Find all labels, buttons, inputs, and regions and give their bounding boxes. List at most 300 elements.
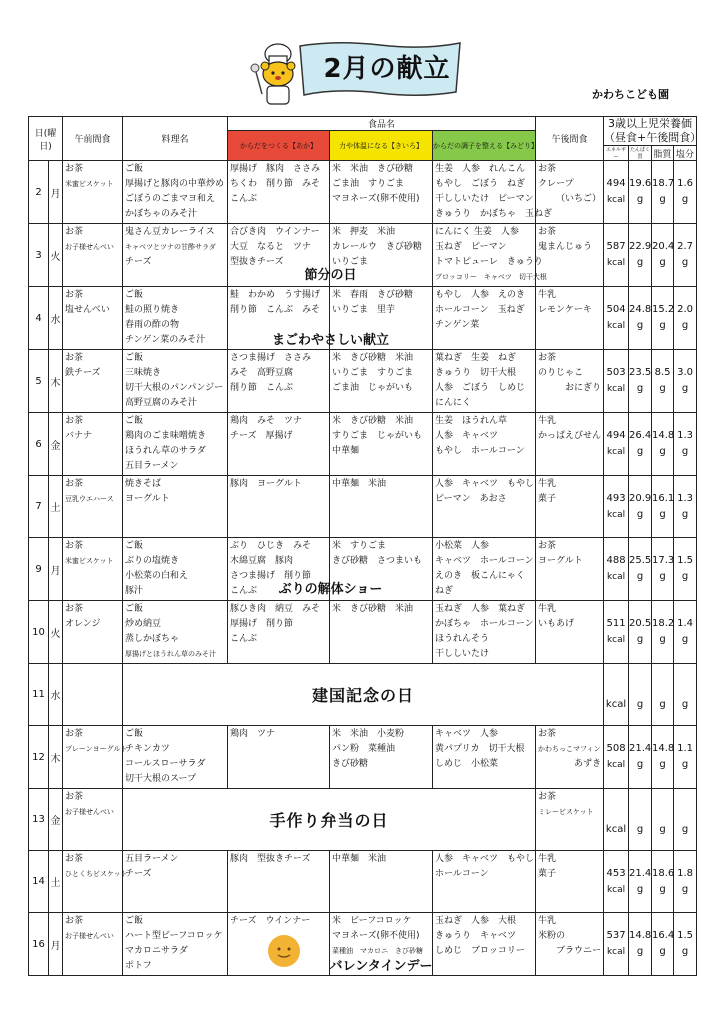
am-snack-cell — [63, 913, 123, 976]
fat-number: 18.2 — [652, 618, 675, 629]
green-line: きゅうり 切干大根 — [435, 368, 517, 378]
green-line: 玉ねぎ 人参 葉ねぎ — [435, 604, 526, 614]
am-snack-cell — [63, 851, 128, 913]
fat-unit: g — [659, 383, 666, 394]
nutrition-unit: g — [674, 664, 697, 726]
dish-line: マカロニサラダ — [125, 946, 188, 956]
dish-line: 鮭の照り焼き — [125, 305, 180, 315]
day-of-week: 火 — [49, 224, 63, 287]
yellow-line: マヨネーズ(卵不使用) — [332, 194, 420, 204]
fat-value — [652, 476, 674, 538]
dish-line: ポトフ — [125, 961, 152, 971]
yellow-foods-cell — [330, 601, 433, 664]
am-snack-cell — [63, 476, 123, 538]
salt-unit: g — [681, 634, 689, 645]
green-foods-cell — [433, 476, 536, 538]
dish-cell — [123, 413, 228, 476]
dish-cell — [123, 350, 228, 413]
dish-line: チキンカツ — [125, 744, 170, 754]
event-note: 節分の日 — [304, 268, 357, 283]
energy-unit: kcal — [606, 195, 626, 205]
am-line: お茶 — [65, 290, 84, 300]
green-line: にんにく — [435, 398, 472, 408]
dish-cell — [123, 224, 228, 287]
green-line: もやし ごぼう ねぎ — [435, 179, 526, 189]
day-of-week: 水 — [49, 664, 63, 726]
am-snack-cell — [63, 413, 123, 476]
dish-line: 切干大根のパンパンジー — [125, 383, 224, 393]
green-line: 人参 キャベツ — [435, 431, 499, 441]
dish-line: かぼちゃのみそ汁 — [125, 209, 198, 219]
yellow-foods-cell — [330, 413, 433, 476]
yellow-line: 米 ビーフコロッケ — [332, 916, 412, 926]
yellow-line: カレールウ きび砂糖 — [332, 242, 422, 252]
yellow-line: 中華麺 米油 — [332, 854, 387, 864]
menu-row — [29, 789, 697, 851]
am-line: バナナ — [65, 431, 93, 441]
pm-line: レモンケーキ — [538, 305, 592, 315]
protein-unit: g — [636, 194, 644, 205]
pm-line: のりじゃこ — [538, 368, 584, 378]
yellow-line: 米 すりごま — [332, 541, 387, 551]
green-line: 生姜 人参 れんこん — [435, 164, 526, 174]
salt-number: 1.5 — [677, 930, 693, 941]
am-line: お茶 — [65, 416, 84, 426]
salt-unit: g — [681, 571, 689, 582]
yellow-foods-cell — [330, 851, 433, 913]
yellow-foods-cell — [330, 726, 433, 789]
menu-row — [29, 851, 697, 913]
pm-line: ミレービスケット — [538, 808, 594, 816]
red-line: こんぶ — [230, 194, 258, 204]
red-line: 鮭 わかめ うす揚げ — [230, 290, 321, 300]
dish-line: 厚揚げと豚肉の中華炒め — [125, 179, 225, 189]
green-line: ピーマン あおさ — [435, 494, 507, 504]
energy-number: 537 — [606, 930, 626, 941]
pm-line: ブラウニー — [556, 946, 602, 956]
dish-line: コールスローサラダ — [125, 759, 206, 769]
am-line: 鉄チーズ — [65, 368, 101, 378]
dish-line: 五目ラーメン — [125, 461, 179, 471]
salt-value — [674, 161, 697, 224]
red-line: 豚肉 型抜きチーズ — [230, 854, 311, 864]
day-of-week: 木 — [49, 350, 63, 413]
red-foods-cell — [228, 476, 330, 538]
green-line: ホールコーン 玉ねぎ — [435, 305, 525, 315]
day-number: 6 — [29, 413, 49, 476]
dish-line: 三味焼き — [125, 368, 162, 378]
header-energy: エネルギー — [604, 146, 629, 161]
protein-number: 23.5 — [629, 367, 652, 378]
green-line: 人参 ごぼう しめじ — [435, 383, 526, 393]
fat-value — [652, 913, 674, 976]
dish-line: ご飯 — [125, 604, 144, 614]
am-line: ひとくちビスケット — [65, 870, 128, 878]
salt-value — [674, 601, 697, 664]
energy-unit: kcal — [606, 258, 626, 268]
green-line: 人参 キャベツ もやし — [435, 479, 535, 489]
fat-value — [652, 161, 674, 224]
am-line: プレーンヨーグルト — [65, 745, 128, 753]
menu-row — [29, 476, 697, 538]
green-line: トマトピューレ きゅうり — [435, 257, 543, 267]
dish-cell — [123, 601, 228, 664]
salt-value — [674, 726, 697, 789]
red-line: みそ 高野豆腐 — [230, 368, 294, 378]
salt-number: 1.4 — [677, 618, 693, 629]
fat-number: 16.1 — [652, 492, 675, 504]
energy-value — [604, 726, 629, 789]
day-number: 12 — [29, 726, 49, 789]
nutrition-unit: g — [652, 664, 674, 726]
salt-value — [674, 476, 697, 538]
salt-number: 3.0 — [677, 367, 693, 378]
green-line: 黄パプリカ 切干大根 — [435, 744, 525, 754]
nutrition-unit: kcal — [604, 664, 629, 726]
header-red: からだをつくる【あか】 — [228, 131, 330, 161]
red-line: 削り節 こんぶ — [230, 383, 294, 393]
salt-unit: g — [681, 320, 689, 331]
day-number: 3 — [29, 224, 49, 287]
yellow-line: 米 春雨 きび砂糖 — [332, 290, 414, 300]
fat-value — [652, 851, 674, 913]
event-note: バレンタインデー — [329, 959, 433, 974]
salt-number: 1.3 — [677, 492, 693, 504]
green-line: えのき 板こんにゃく — [435, 571, 525, 581]
header-pm-snack: 午後間食 — [536, 117, 604, 161]
menu-row — [29, 664, 697, 726]
salt-number: 1.3 — [677, 430, 693, 441]
salt-number: 1.5 — [677, 555, 693, 566]
day-of-week: 土 — [49, 851, 63, 913]
yellow-line: いりごま 里芋 — [332, 305, 396, 315]
pm-line: クレープ — [538, 179, 574, 189]
fat-number: 14.8 — [652, 743, 675, 754]
fat-unit: g — [659, 257, 666, 268]
yellow-line: 菜種油 マカロニ きび砂糖 — [332, 947, 423, 955]
protein-unit: g — [636, 320, 644, 331]
am-snack-cell — [63, 538, 123, 601]
pm-line: お茶 — [538, 541, 557, 551]
menu-table — [28, 116, 702, 976]
red-line: 厚揚げ 豚肉 ささみ — [230, 164, 321, 174]
dish-line: 豚汁 — [125, 586, 144, 596]
fat-number: 16.4 — [652, 930, 675, 941]
red-foods-cell — [228, 851, 330, 913]
salt-unit: g — [681, 946, 689, 957]
dish-line: ご飯 — [125, 916, 144, 926]
am-snack-cell — [63, 287, 123, 350]
pm-line: 米粉の — [538, 931, 566, 941]
day-of-week: 火 — [49, 601, 63, 664]
green-line: しめじ 小松菜 — [435, 759, 499, 769]
day-number: 5 — [29, 350, 49, 413]
dish-line: 五目ラーメン — [125, 854, 179, 864]
yellow-line: きび砂糖 さつまいも — [332, 556, 423, 566]
salt-value — [674, 413, 697, 476]
pm-line: 菓子 — [538, 494, 557, 504]
header-dish: 料理名 — [123, 117, 228, 161]
protein-unit: g — [636, 508, 644, 520]
nutrition-unit: g — [629, 664, 652, 726]
fat-number: 20.4 — [652, 241, 675, 252]
pm-snack-cell — [536, 287, 604, 350]
energy-number: 494 — [606, 430, 626, 441]
am-line: 豆乳ウエハース — [65, 495, 114, 503]
am-line: お茶 — [65, 916, 84, 926]
fat-value — [652, 601, 674, 664]
protein-number: 25.5 — [629, 555, 652, 566]
day-number: 9 — [29, 538, 49, 601]
am-line: お子様せんべい — [65, 243, 114, 251]
green-foods-cell — [433, 350, 536, 413]
green-foods-cell — [433, 224, 547, 287]
dish-line: 小松菜の白和え — [125, 571, 189, 581]
yellow-line: 米 きび砂糖 米油 — [332, 353, 414, 363]
pm-snack-cell — [536, 413, 604, 476]
nutrition-unit: g — [652, 789, 674, 851]
pm-line: ヨーグルト — [538, 556, 583, 566]
school-name: かわちこども園 — [592, 88, 669, 101]
event-note: ぶりの解体ショー — [278, 582, 383, 597]
green-line: きゅうり かぼちゃ 玉ねぎ — [435, 209, 553, 219]
protein-number: 22.9 — [629, 241, 652, 252]
red-foods-cell — [228, 601, 330, 664]
red-line: 鶏肉 ツナ — [230, 729, 276, 739]
fat-unit: g — [659, 320, 666, 331]
red-line: 型抜きチーズ — [230, 257, 284, 267]
menu-row — [29, 161, 697, 224]
green-line: もやし ホールコーン — [435, 446, 525, 456]
salt-number: 1.8 — [677, 867, 693, 879]
energy-number: 511 — [606, 618, 626, 629]
protein-number: 19.6 — [629, 178, 652, 189]
dish-line: 高野豆腐のみそ汁 — [125, 398, 198, 408]
dish-cell — [123, 538, 228, 601]
green-line: ほうれんそう — [435, 634, 490, 644]
yellow-line: ごま油 じゃがいも — [332, 383, 414, 393]
pm-line: かっぱえびせん — [538, 431, 602, 441]
protein-number: 26.4 — [629, 430, 652, 441]
header-green: からだの調子を整える【みどり】 — [433, 131, 536, 161]
fat-value — [652, 350, 674, 413]
dish-line: 春雨の酢の物 — [125, 320, 180, 330]
yellow-line: マヨネーズ(卵不使用) — [332, 931, 420, 941]
am-line: お茶 — [65, 729, 84, 739]
red-line: こんぶ — [230, 634, 258, 644]
energy-number: 488 — [606, 555, 626, 566]
red-line: 厚揚げ 削り節 — [230, 619, 294, 629]
red-line: ちくわ 削り節 みそ — [230, 179, 321, 189]
protein-unit: g — [636, 257, 644, 268]
green-line: 干ししいたけ — [435, 649, 490, 659]
am-snack-cell — [63, 664, 123, 726]
protein-number: 20.9 — [629, 492, 652, 504]
pm-snack-cell — [536, 913, 604, 976]
lunchbox-label: 手作り弁当の日 — [123, 789, 536, 851]
protein-unit: g — [636, 946, 644, 957]
dish-line: ご飯 — [125, 290, 144, 300]
page-header — [0, 0, 724, 112]
red-foods-cell — [228, 413, 330, 476]
pm-line: お茶 — [538, 227, 557, 237]
energy-number: 587 — [606, 241, 626, 252]
dish-cell — [123, 161, 228, 224]
pm-line: お茶 — [538, 353, 557, 363]
dish-cell — [123, 726, 228, 789]
am-snack-cell — [63, 350, 123, 413]
day-number: 11 — [29, 664, 49, 726]
pm-line: 牛乳 — [538, 916, 557, 926]
protein-value — [629, 726, 652, 789]
day-of-week: 水 — [49, 287, 63, 350]
yellow-foods-cell — [330, 476, 433, 538]
red-line: 合びき肉 ウインナー — [230, 227, 320, 237]
green-line: かぼちゃ ホールコーン — [435, 619, 534, 629]
am-snack-cell — [63, 601, 123, 664]
nutrition-unit: g — [674, 789, 697, 851]
pm-line: お茶 — [538, 792, 557, 802]
energy-number: 503 — [606, 367, 626, 378]
dish-cell — [123, 851, 228, 913]
yellow-line: ごま油 すりごま — [332, 179, 405, 189]
yellow-line: パン粉 菜種油 — [332, 744, 396, 754]
protein-number: 21.4 — [629, 867, 652, 879]
yellow-foods-cell — [330, 287, 433, 350]
energy-value — [604, 476, 629, 538]
salt-unit: g — [681, 383, 689, 394]
dish-line: ご飯 — [125, 729, 144, 739]
pm-line: かわちっこマフィン — [538, 745, 601, 753]
protein-unit: g — [636, 383, 644, 394]
red-line: 木綿豆腐 豚肉 — [230, 556, 294, 566]
protein-number: 20.5 — [629, 618, 652, 629]
energy-value — [604, 350, 629, 413]
red-line: チーズ ウインナー — [230, 916, 311, 926]
green-line: 玉ねぎ ピーマン — [435, 242, 507, 252]
nutrition-unit: g — [629, 789, 652, 851]
yellow-line: 米 米油 きび砂糖 — [332, 164, 414, 174]
red-line: さつま揚げ 削り節 — [230, 571, 312, 581]
salt-number: 2.0 — [677, 304, 693, 315]
salt-unit: g — [681, 257, 689, 268]
yellow-line: 米 きび砂糖 米油 — [332, 604, 414, 614]
salt-value — [674, 913, 697, 976]
fat-unit: g — [659, 634, 666, 645]
red-line: こんぶ — [230, 586, 258, 596]
salt-number: 1.6 — [677, 178, 693, 189]
day-of-week: 月 — [49, 913, 63, 976]
am-line: お茶 — [65, 164, 84, 174]
dish-line: 切干大根のスープ — [125, 774, 197, 784]
energy-value — [604, 287, 629, 350]
header-fat: 脂質 — [652, 146, 674, 161]
menu-row — [29, 413, 697, 476]
dish-line: ハート型ビーフコロッケ — [125, 931, 223, 941]
pm-snack-cell — [536, 726, 604, 789]
pm-line: 牛乳 — [538, 604, 557, 614]
green-line: 生姜 ほうれん草 — [435, 416, 508, 426]
am-line: 米蜜ビスケット — [65, 180, 114, 188]
pm-snack-cell — [536, 851, 604, 913]
pm-snack-cell — [536, 350, 604, 413]
yellow-line: いりごま — [332, 257, 369, 267]
pm-line: 菓子 — [538, 869, 557, 879]
green-foods-cell — [433, 726, 536, 789]
header-foods: 食品名 — [228, 117, 536, 131]
dish-line: 蒸しかぼちゃ — [125, 634, 180, 644]
dish-line: ほうれん草のサラダ — [125, 446, 206, 456]
pm-line: お茶 — [538, 729, 557, 739]
protein-value — [629, 913, 652, 976]
fat-number: 18.7 — [652, 178, 675, 189]
day-of-week: 月 — [49, 161, 63, 224]
yellow-foods-cell — [330, 350, 433, 413]
fat-unit: g — [659, 194, 666, 205]
am-snack-cell — [63, 726, 128, 789]
dish-line: ぶりの塩焼き — [125, 556, 180, 566]
green-line: きゅうり キャベツ — [435, 931, 517, 941]
yellow-line: きび砂糖 — [332, 759, 369, 769]
red-line: 鶏肉 みそ ツナ — [230, 416, 303, 426]
protein-number: 14.8 — [629, 930, 652, 941]
green-line: ねぎ — [435, 586, 454, 596]
pm-snack-cell — [536, 789, 604, 851]
protein-value — [629, 476, 652, 538]
green-line: しめじ ブロッコリー — [435, 946, 525, 956]
red-line: ぶり ひじき みそ — [230, 541, 312, 551]
am-line: お茶 — [65, 792, 84, 802]
green-line: 小松菜 人参 — [435, 541, 490, 551]
green-line: キャベツ 人参 — [435, 729, 499, 739]
am-line: お茶 — [65, 541, 84, 551]
salt-value — [674, 287, 697, 350]
chocolate-face-icon — [266, 933, 302, 969]
red-line: 豚ひき肉 納豆 みそ — [230, 604, 321, 614]
energy-number: 508 — [606, 743, 626, 754]
header-protein: たんぱく質 — [630, 147, 651, 160]
green-line: 葉ねぎ 生姜 ねぎ — [435, 353, 517, 363]
green-line: チンゲン菜 — [435, 320, 480, 330]
energy-unit: kcal — [606, 947, 626, 957]
protein-unit: g — [636, 759, 644, 770]
protein-value — [629, 350, 652, 413]
energy-unit: kcal — [606, 509, 626, 520]
am-line: お茶 — [65, 227, 84, 237]
dish-line: チンゲン菜のみそ汁 — [125, 335, 206, 345]
pm-line: いもあげ — [538, 619, 575, 629]
am-snack-cell — [63, 789, 123, 851]
pm-snack-cell — [536, 476, 604, 538]
day-of-week: 土 — [49, 476, 63, 538]
protein-value — [629, 161, 652, 224]
red-line: 削り節 こんぶ みそ — [230, 305, 321, 315]
pm-line: あずき — [574, 759, 602, 769]
red-foods-cell — [228, 161, 330, 224]
protein-unit: g — [636, 883, 644, 895]
green-line: にんにく 生姜 人参 — [435, 227, 519, 237]
menu-row — [29, 913, 697, 976]
dish-line: 鶏肉のごま味噌焼き — [125, 431, 207, 441]
energy-number: 504 — [606, 304, 626, 315]
salt-value — [674, 538, 697, 601]
am-line: 塩せんべい — [65, 305, 110, 315]
dish-cell — [123, 476, 228, 538]
header-day: 日(曜日) — [29, 117, 63, 161]
pm-line: 牛乳 — [538, 479, 557, 489]
red-foods-cell — [228, 913, 330, 976]
fat-value — [652, 224, 674, 287]
